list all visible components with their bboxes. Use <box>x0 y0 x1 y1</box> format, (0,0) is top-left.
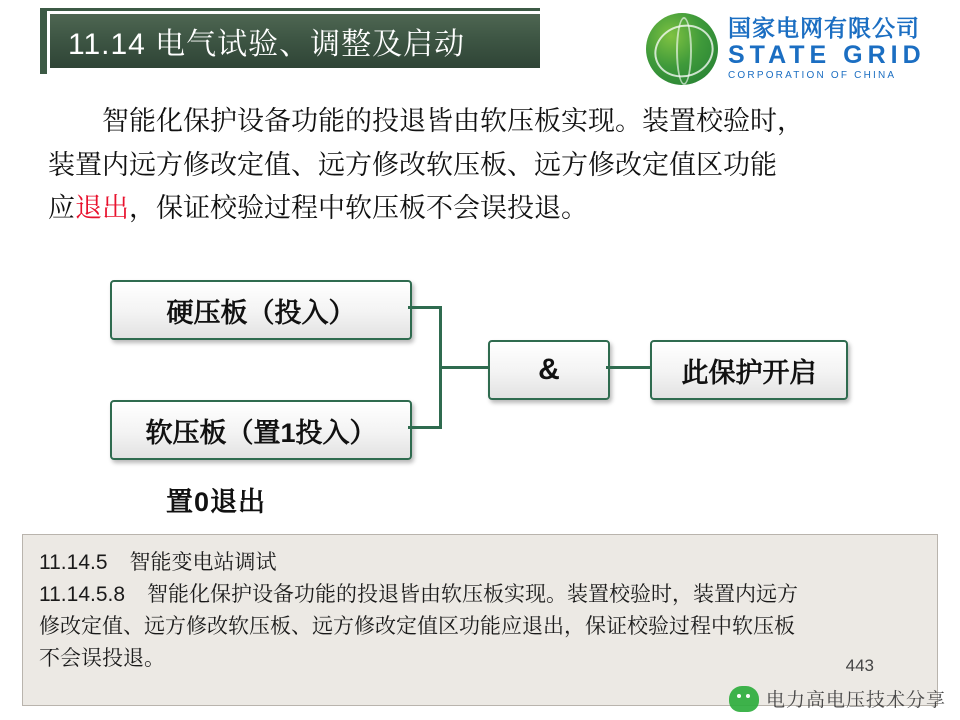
note-line-2 <box>39 579 921 611</box>
page-number: 443 <box>845 656 874 675</box>
diagram-wire-soft-to-bus <box>408 426 442 429</box>
note-clause-number-2: 11.14.5.8 <box>39 582 126 606</box>
slide-title-block <box>40 14 540 70</box>
note-line-4: 不会误投退。 <box>39 646 165 670</box>
title-left-accent <box>40 8 47 74</box>
title-bar <box>50 14 540 68</box>
note-clause-number-1: 11.14.5 <box>39 551 108 574</box>
diagram-node-output: 此保护开启 <box>650 340 848 400</box>
paragraph-highlight: 退出 <box>75 193 129 224</box>
paragraph-line-3-prefix: 应 <box>48 193 75 224</box>
state-grid-logo <box>646 10 936 88</box>
page-title: 11.14 电气试验、调整及启动 <box>68 28 466 61</box>
wechat-account-name: 电力高电压技术分享 <box>765 690 946 711</box>
paragraph-line-2: 装置内远方修改定值、远方修改软压板、远方修改定值区功能 <box>48 149 777 180</box>
diagram-node-and-gate: & <box>488 340 610 400</box>
wechat-icon <box>729 686 759 712</box>
wechat-watermark <box>729 685 946 712</box>
note-clause-title-1: 智能变电站调试 <box>129 551 277 574</box>
paragraph-line-1: 智能化保护设备功能的投退皆由软压板实现。装置校验时， <box>102 106 804 136</box>
title-top-rule <box>40 8 540 11</box>
logo-text-block <box>728 16 926 82</box>
note-clause-text-2: 智能化保护设备功能的投退皆由软压板实现。装置校验时，装置内远方 <box>147 582 799 606</box>
diagram-node-hard-plate: 硬压板（投入） <box>110 280 412 340</box>
logo-company-en-main: STATE GRID <box>728 41 926 70</box>
diagram-wire-hard-to-bus <box>408 306 442 309</box>
state-grid-globe-icon <box>646 13 718 85</box>
logic-diagram <box>110 272 870 522</box>
reference-note-box <box>22 534 938 706</box>
note-line-1 <box>39 547 921 579</box>
note-line-3: 修改定值、远方修改软压板、远方修改定值区功能应退出，保证校验过程中软压板 <box>39 614 795 638</box>
diagram-wire-and-to-output <box>606 366 650 369</box>
diagram-caption-reset: 置0退出 <box>166 487 267 517</box>
diagram-wire-bus-to-and <box>439 366 488 369</box>
body-paragraph <box>48 100 918 231</box>
paragraph-line-3-suffix: ，保证校验过程中软压板不会误投退。 <box>129 193 588 224</box>
logo-company-en-sub: CORPORATION OF CHINA <box>728 70 897 82</box>
logo-company-cn: 国家电网有限公司 <box>728 15 920 42</box>
diagram-node-soft-plate: 软压板（置1投入） <box>110 400 412 460</box>
